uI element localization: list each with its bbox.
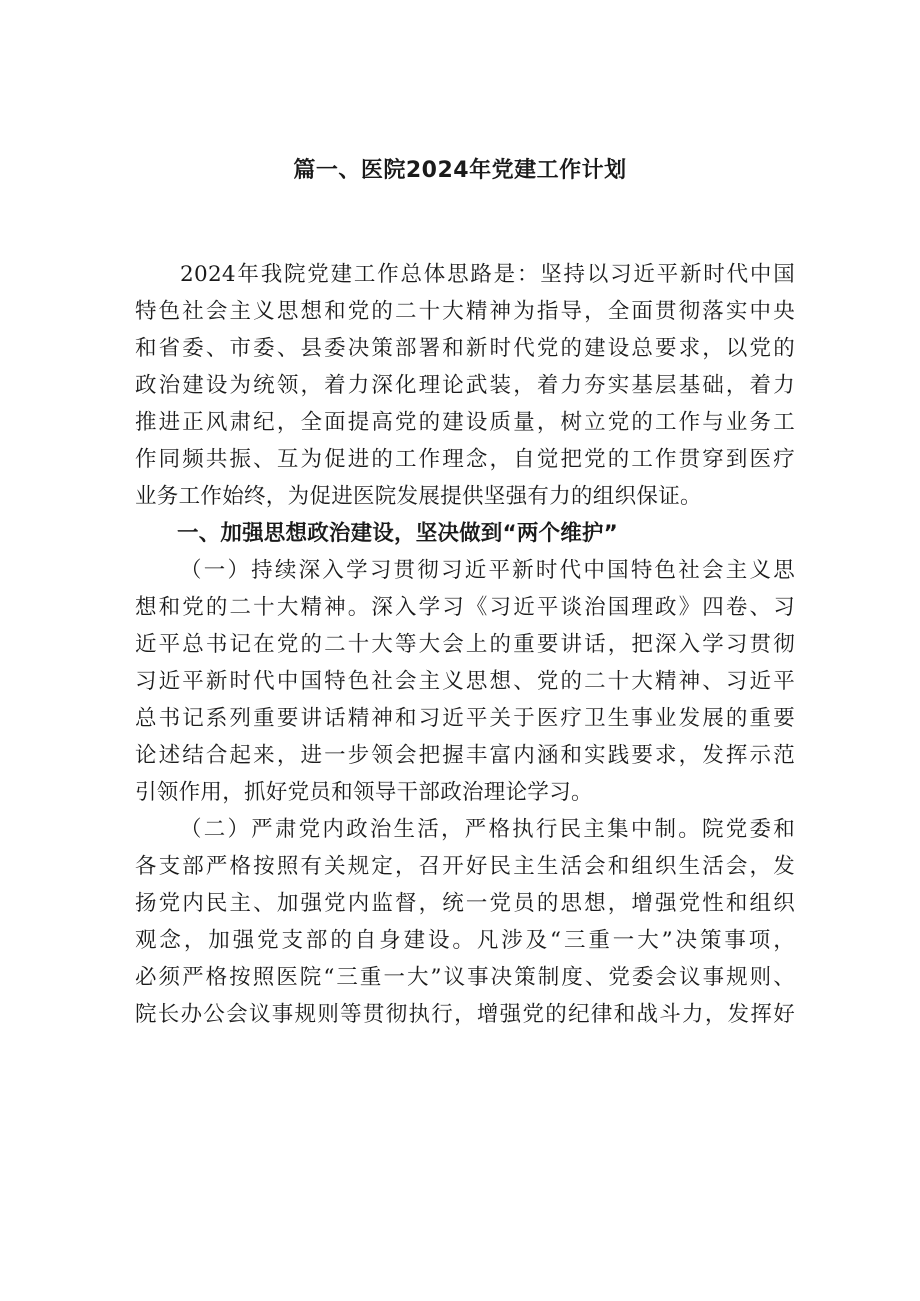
- paragraph-line: 推进正风肃纪，全面提高党的建设质量，树立党的工作与业务工: [135, 410, 795, 435]
- paragraph-line: （二）严肃党内政治生活，严格执行民主集中制。院党委和: [180, 817, 795, 842]
- paragraph-line: 想和党的二十大精神。深入学习《习近平谈治国理政》四卷、习: [135, 595, 795, 620]
- document-title: 篇一、医院2024年党建工作计划: [293, 158, 627, 183]
- paragraph-line: 习近平新时代中国特色社会主义思想、党的二十大精神、习近平: [135, 669, 795, 694]
- paragraph-line: 总书记系列重要讲话精神和习近平关于医疗卫生事业发展的重要: [135, 706, 795, 731]
- paragraph-line: （一）持续深入学习贯彻习近平新时代中国特色社会主义思: [180, 558, 795, 583]
- section-heading: 一、加强思想政治建设，坚决做到“两个维护”: [177, 521, 618, 546]
- paragraph-line: 近平总书记在党的二十大等大会上的重要讲话，把深入学习贯彻: [135, 632, 795, 657]
- paragraph-line: 政治建设为统领，着力深化理论武装，着力夯实基层基础，着力: [135, 373, 795, 398]
- document-body: [135, 256, 795, 1033]
- paragraph-line: 特色社会主义思想和党的二十大精神为指导，全面贯彻落实中央: [135, 299, 795, 324]
- paragraph-line: 和省委、市委、县委决策部署和新时代党的建设总要求，以党的: [135, 336, 795, 361]
- paragraph-line: 各支部严格按照有关规定，召开好民主生活会和组织生活会，发: [135, 854, 795, 879]
- paragraph-line: 业务工作始终，为促进医院发展提供坚强有力的组织保证。: [135, 484, 702, 509]
- paragraph-line: 引领作用，抓好党员和领导干部政治理论学习。: [135, 780, 593, 805]
- paragraph-line: 必须严格按照医院“三重一大”议事决策制度、党委会议事规则、: [135, 965, 795, 990]
- paragraph-line: 2024年我院党建工作总体思路是：坚持以习近平新时代中国: [180, 262, 795, 287]
- paragraph-line: 观念，加强党支部的自身建设。凡涉及“三重一大”决策事项，: [135, 928, 795, 953]
- paragraph-line: 院长办公会议事规则等贯彻执行，增强党的纪律和战斗力，发挥好: [135, 1002, 795, 1027]
- paragraph-line: 论述结合起来，进一步领会把握丰富内涵和实践要求，发挥示范: [135, 743, 795, 768]
- paragraph-line: 扬党内民主、加强党内监督，统一党员的思想，增强党性和组织: [135, 891, 795, 916]
- paragraph-line: 作同频共振、互为促进的工作理念，自觉把党的工作贯穿到医疗: [135, 447, 795, 472]
